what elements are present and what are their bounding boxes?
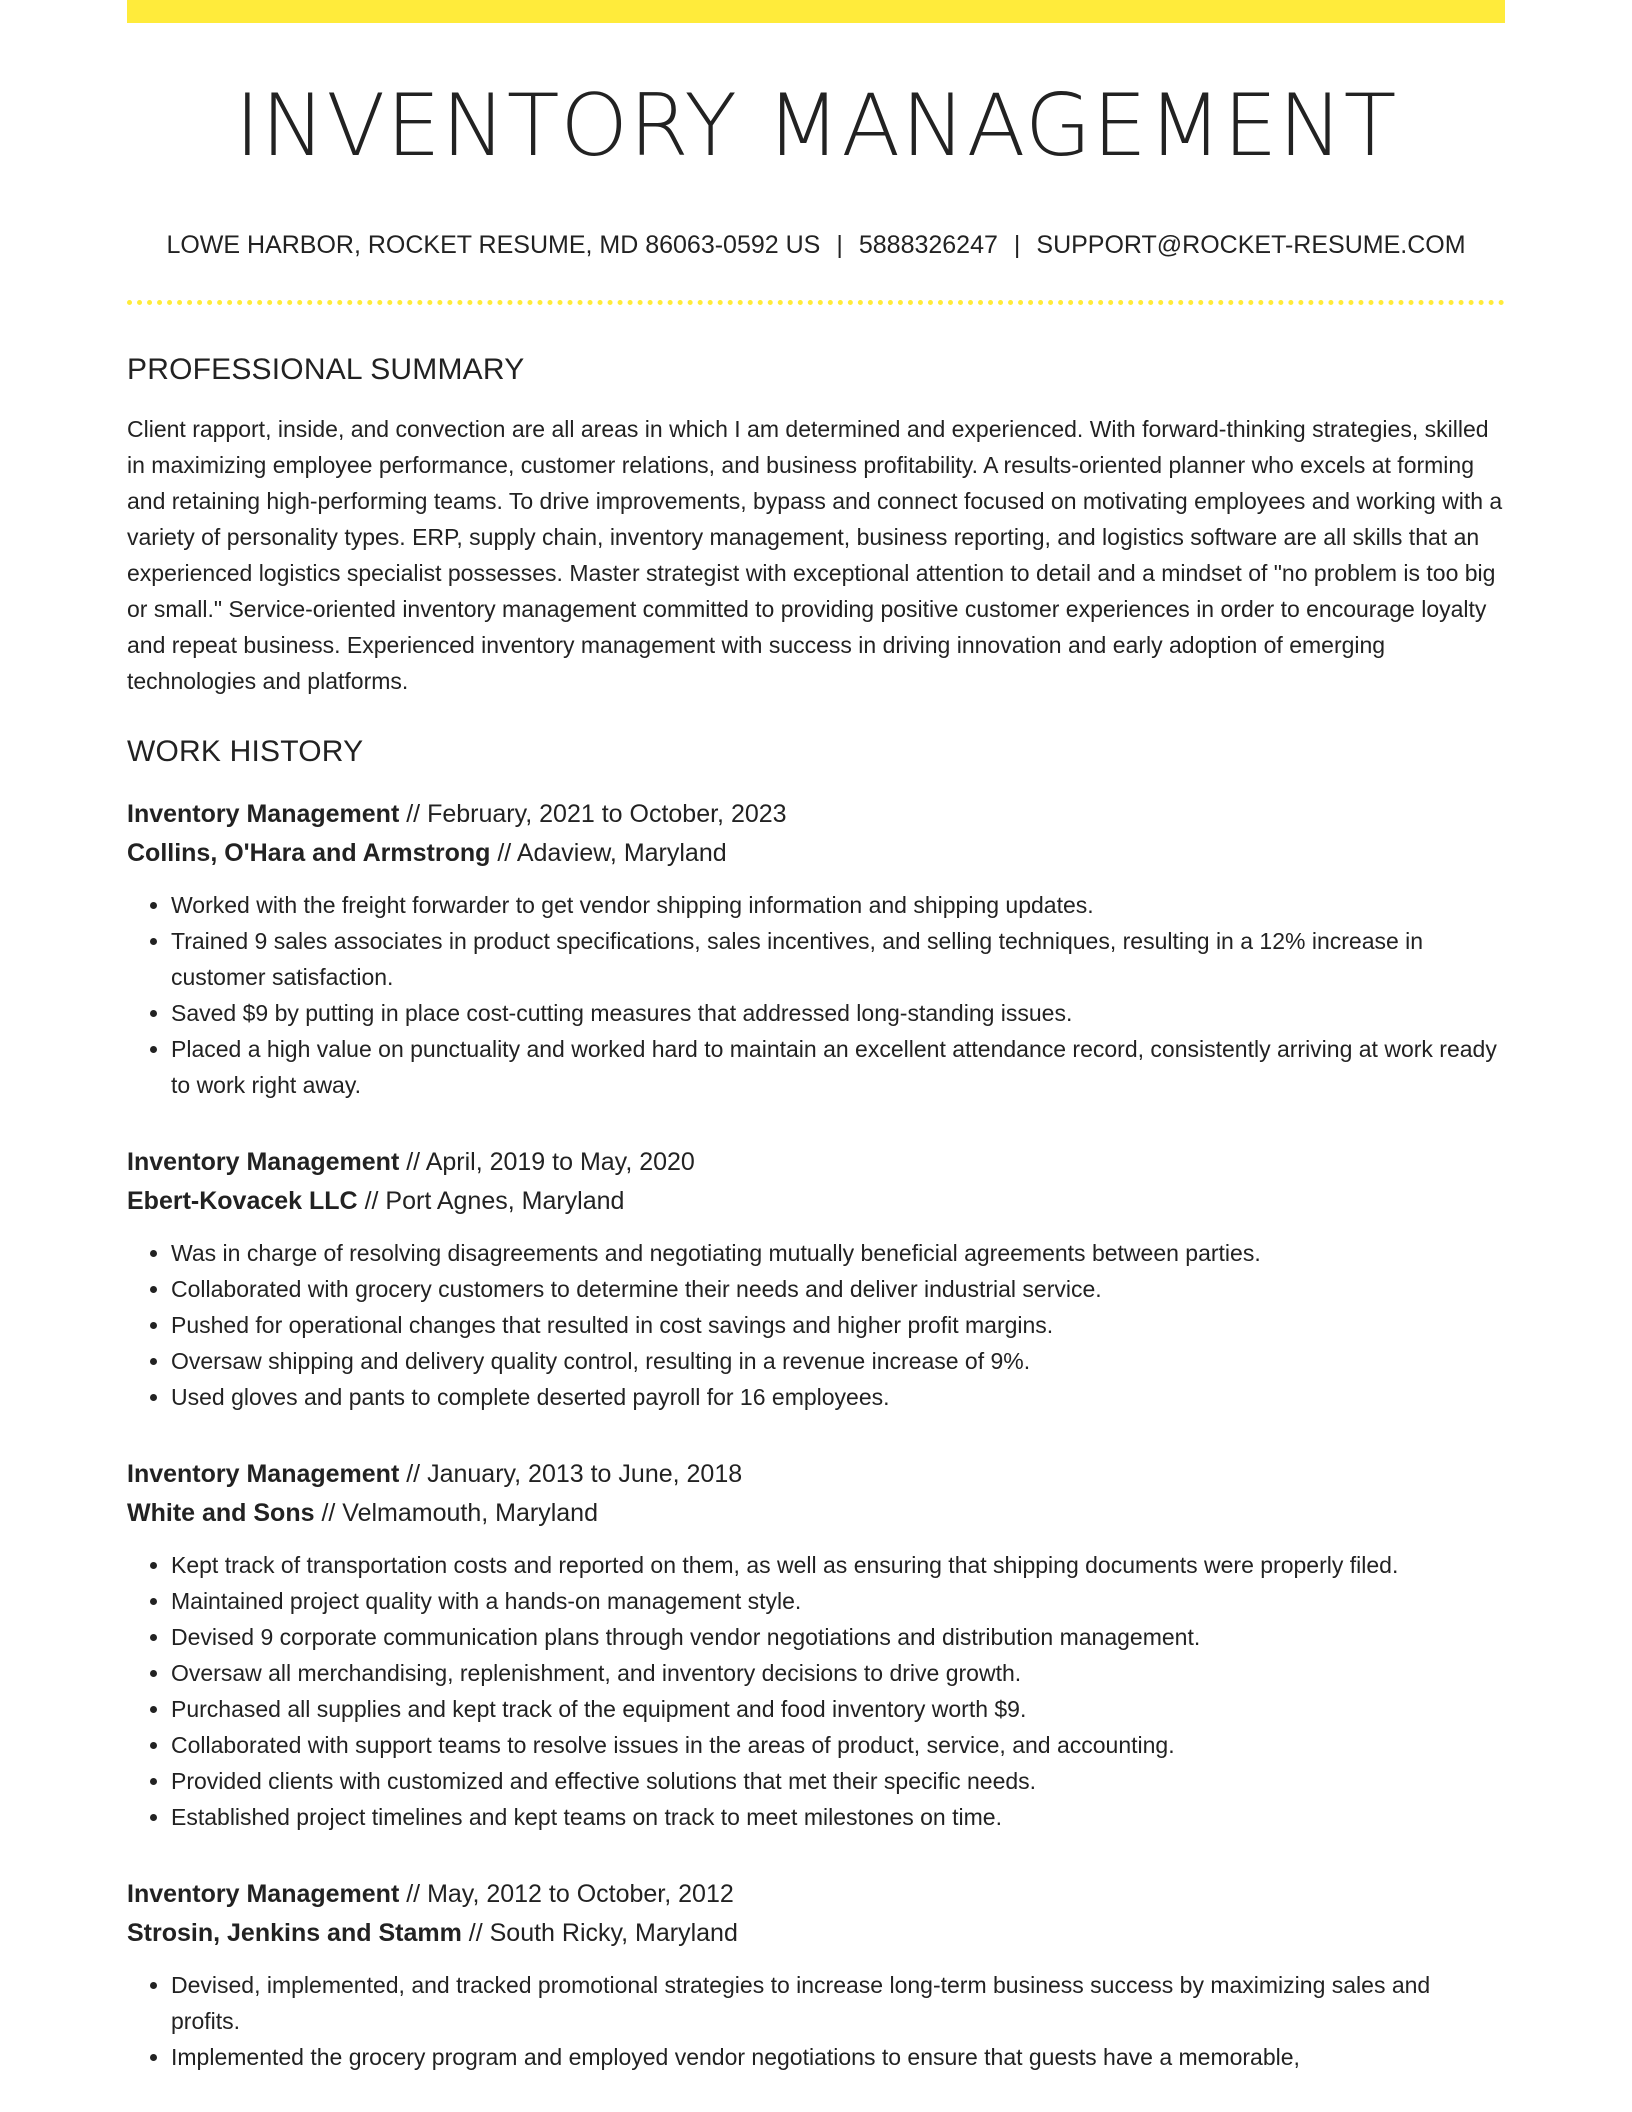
job-location: Adaview, Maryland: [516, 839, 727, 867]
contact-email: SUPPORT@ROCKET-RESUME.COM: [1036, 231, 1466, 259]
job-company-line: [127, 1914, 1505, 1953]
job-bullet: • Trained 9 sales associates in product specifications, sales incentives, and selling techniques, resulting in a 12% increase in customer satisfaction.: [171, 923, 1505, 995]
work-history-heading: WORK HISTORY: [127, 735, 364, 768]
job-bullet: • Established project timelines and kept teams on track to meet milestones on time.: [171, 1799, 1505, 1835]
job-bullet-list: [127, 1967, 1505, 2075]
job-company: White and Sons: [127, 1499, 315, 1527]
job-bullet: • Oversaw all merchandising, replenishment, and inventory decisions to drive growth.: [171, 1655, 1505, 1691]
job-separator: //: [490, 839, 517, 867]
job-dates: April, 2019 to May, 2020: [425, 1148, 695, 1176]
job-separator: //: [399, 1148, 426, 1176]
resume-title: INVENTORY MANAGEMENT: [234, 76, 1398, 176]
dotted-divider: [127, 300, 1505, 305]
job-title: Inventory Management: [127, 1148, 400, 1176]
job-company: Ebert-Kovacek LLC: [127, 1187, 358, 1215]
job-bullet: • Kept track of transportation costs and reported on them, as well as ensuring that shipping documents were properly filed.: [171, 1547, 1505, 1583]
job-bullet: • Oversaw shipping and delivery quality control, resulting in a revenue increase of 9%.: [171, 1343, 1505, 1379]
job-company: Collins, O'Hara and Armstrong: [127, 839, 491, 867]
job-separator: //: [399, 1460, 428, 1488]
job-separator: //: [314, 1499, 343, 1527]
job-dates: February, 2021 to October, 2023: [427, 800, 787, 828]
contact-phone: 5888326247: [858, 231, 998, 259]
job-bullet: • Collaborated with grocery customers to determine their needs and deliver industrial service.: [171, 1271, 1505, 1307]
job-title-line: [127, 795, 1505, 834]
job-bullet-list: [127, 887, 1505, 1103]
job-bullet: • Devised 9 corporate communication plans through vendor negotiations and distribution management.: [171, 1619, 1505, 1655]
job-separator: //: [461, 1919, 490, 1947]
contact-address: LOWE HARBOR, ROCKET RESUME, MD 86063-0592 US: [166, 231, 821, 259]
job-title: Inventory Management: [127, 1460, 400, 1488]
job-bullet: • Collaborated with support teams to resolve issues in the areas of product, service, and accounting.: [171, 1727, 1505, 1763]
job-bullet: • Saved $9 by putting in place cost-cutting measures that addressed long-standing issues.: [171, 995, 1505, 1031]
job-title-line: [127, 1875, 1505, 1914]
job-separator: //: [399, 1880, 428, 1908]
contact-line: [127, 233, 1505, 258]
job-bullet: • Worked with the freight forwarder to get vendor shipping information and shipping updates.: [171, 887, 1505, 923]
job-title-line: [127, 1143, 1505, 1182]
job-title: Inventory Management: [127, 800, 400, 828]
job-entry: [127, 795, 1505, 1103]
job-title-line: [127, 1455, 1505, 1494]
job-location: Port Agnes, Maryland: [385, 1187, 625, 1215]
job-separator: //: [357, 1187, 386, 1215]
job-bullet: • Purchased all supplies and kept track of the equipment and food inventory worth $9.: [171, 1691, 1505, 1727]
job-company-line: [127, 1494, 1505, 1533]
job-bullet: • Pushed for operational changes that resulted in cost savings and higher profit margins.: [171, 1307, 1505, 1343]
job-bullet: • Placed a high value on punctuality and worked hard to maintain an excellent attendance record, consistently arriving at work ready to work right away.: [171, 1031, 1505, 1103]
summary-text: Client rapport, inside, and convection are all areas in which I am determined and experienced. With forward-thinking strategies, skilled in maximizing employee performance, customer relations, and business profitability. A results-oriented planner who excels at forming and retaining high-performing teams. To drive improvements, bypass and connect focused on motivating employees and working with a variety of personality types. ERP, supply chain, inventory management, business reporting, and logistics software are all skills that an experienced logistics specialist possesses. Master strategist with exceptional attention to detail and a mindset of "no problem is too big or small." Service-oriented inventory management committed to providing positive customer experiences in order to encourage loyalty and repeat business. Experienced inventory management with success in driving innovation and early adoption of emerging technologies and platforms.: [127, 416, 1503, 694]
job-bullet-list: [127, 1235, 1505, 1415]
resume-page: [127, 0, 1505, 2075]
job-bullet: • Was in charge of resolving disagreements and negotiating mutually beneficial agreements between parties.: [171, 1235, 1505, 1271]
job-entry: [127, 1455, 1505, 1835]
job-bullet: • Devised, implemented, and tracked promotional strategies to increase long-term business success by maximizing sales and profits.: [171, 1967, 1505, 2039]
job-bullet: • Provided clients with customized and effective solutions that met their specific needs.: [171, 1763, 1505, 1799]
job-list: [127, 795, 1505, 2075]
job-bullet: • Used gloves and pants to complete deserted payroll for 16 employees.: [171, 1379, 1505, 1415]
job-bullet: • Implemented the grocery program and employed vendor negotiations to ensure that guests have a memorable,: [171, 2039, 1505, 2075]
job-separator: //: [399, 800, 428, 828]
job-location: South Ricky, Maryland: [489, 1919, 738, 1947]
job-company-line: [127, 834, 1505, 873]
job-bullet-list: [127, 1547, 1505, 1835]
job-entry: [127, 1143, 1505, 1415]
job-title: Inventory Management: [127, 1880, 400, 1908]
job-bullet: • Maintained project quality with a hands-on management style.: [171, 1583, 1505, 1619]
job-dates: May, 2012 to October, 2012: [427, 1880, 734, 1908]
job-location: Velmamouth, Maryland: [342, 1499, 598, 1527]
job-entry: [127, 1875, 1505, 2075]
contact-separator: |: [1013, 231, 1021, 259]
job-company: Strosin, Jenkins and Stamm: [127, 1919, 462, 1947]
job-dates: January, 2013 to June, 2018: [427, 1460, 743, 1488]
contact-separator: |: [836, 231, 843, 259]
summary-heading: PROFESSIONAL SUMMARY: [127, 353, 525, 386]
job-company-line: [127, 1182, 1505, 1221]
top-accent-bar: [127, 0, 1505, 23]
